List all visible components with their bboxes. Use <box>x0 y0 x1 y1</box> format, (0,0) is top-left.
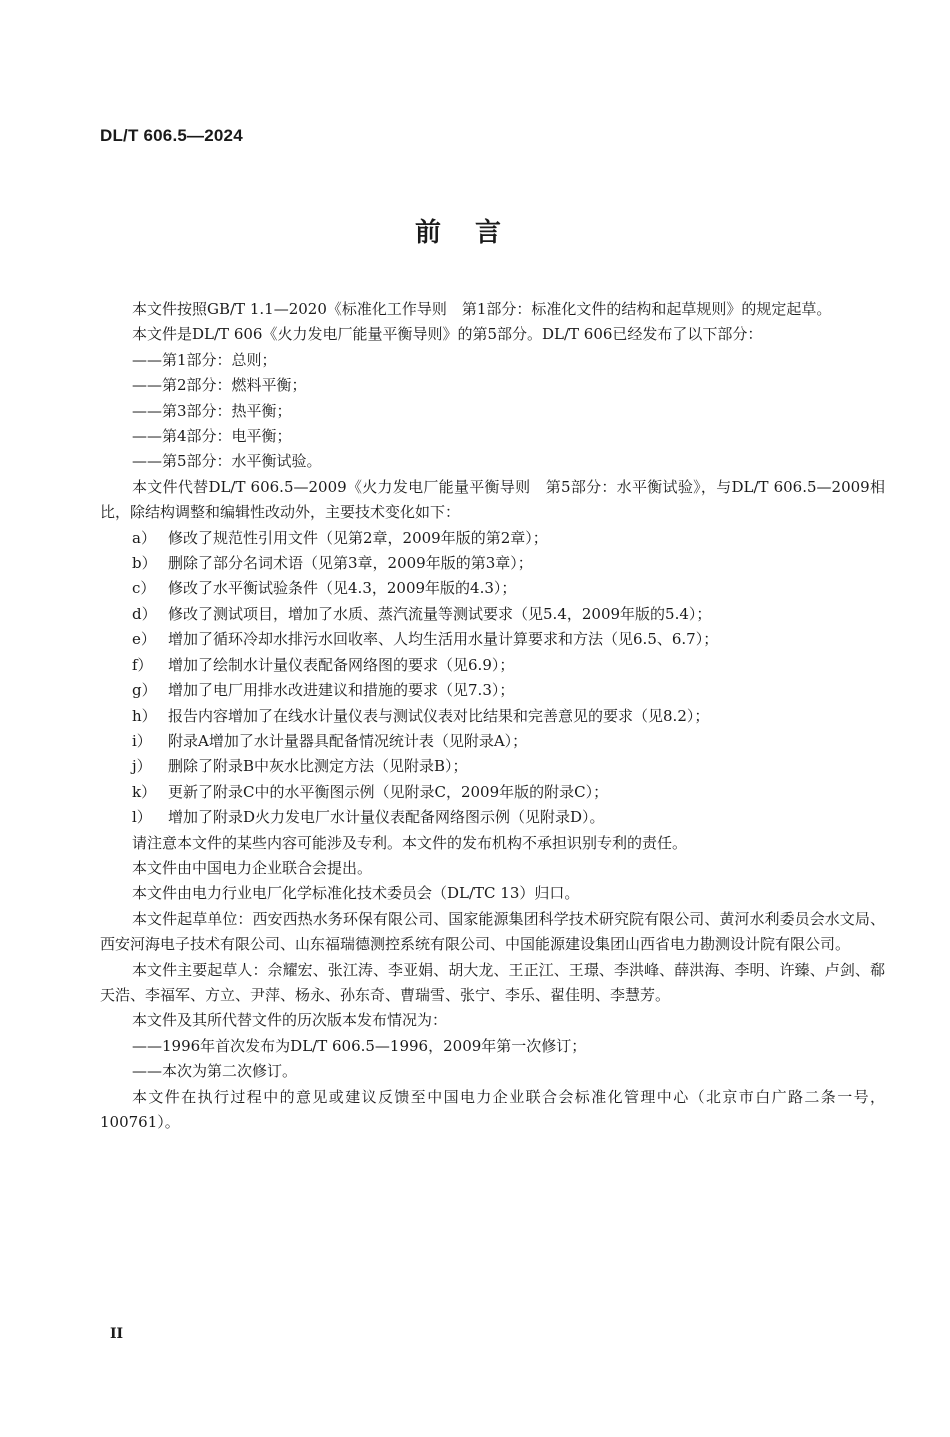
intro-paragraph: 本文件是DL/T 606《火力发电厂能量平衡导则》的第5部分。DL/T 606已经发布了以下部分： <box>132 325 763 344</box>
change-text: 增加了循环冷却水排污水回收率、人均生活用水量计算要求和方法（见6.5、6.7）； <box>168 630 719 649</box>
change-item <box>100 551 885 576</box>
document-id: DL/T 606.5—2024 <box>100 126 243 145</box>
feedback-paragraph: 本文件在执行过程中的意见或建议反馈至中国电力企业联合会标准化管理中心（北京市白广路二条一号，100761）。 <box>100 1087 885 1131</box>
change-text: 增加了电厂用排水改进建议和措施的要求（见7.3）； <box>168 681 515 700</box>
change-marker: a） <box>132 528 156 547</box>
change-text: 删除了部分名词术语（见第3章，2009年版的第3章）； <box>168 554 533 573</box>
part-item: ——第5部分：水平衡试验。 <box>132 452 322 471</box>
history-intro-paragraph: 本文件及其所代替文件的历次版本发布情况为： <box>132 1011 448 1030</box>
page-number: II <box>110 1326 124 1342</box>
change-marker: b） <box>132 554 157 573</box>
change-text: 报告内容增加了在线水计量仪表与测试仪表对比结果和完善意见的要求（见8.2）； <box>168 706 710 725</box>
change-marker: h） <box>132 706 157 725</box>
drafters-paragraph: 本文件主要起草人：佘耀宏、张江涛、李亚娟、胡大龙、王正江、王璟、李洪峰、薛洪海、李明、许臻、卢剑、郗天浩、李福军、方立、尹萍、杨永、孙东奇、曹瑞雪、张宁、李乐、翟佳明、李慧芳。 <box>100 960 885 1004</box>
foreword-body <box>100 297 885 1135</box>
change-item <box>100 704 885 729</box>
change-text: 增加了绘制水计量仪表配备网络图的要求（见6.9）； <box>168 655 515 674</box>
change-item <box>100 729 885 754</box>
change-item <box>100 678 885 703</box>
drafting-units-paragraph: 本文件起草单位：西安西热水务环保有限公司、国家能源集团科学技术研究院有限公司、黄河水利委员会水文局、西安河海电子技术有限公司、山东福瑞德测控系统有限公司、中国能源建设集团山西省电力勘测设计院有限公司。 <box>100 909 885 954</box>
change-marker: i） <box>132 731 152 750</box>
change-marker: f） <box>132 655 153 674</box>
change-item <box>100 754 885 779</box>
change-text: 删除了附录B中灰水比测定方法（见附录B）； <box>168 757 468 776</box>
part-item: ——第4部分：电平衡； <box>132 427 292 446</box>
change-marker: l） <box>132 808 152 827</box>
notice-paragraph: 本文件由电力行业电厂化学标准化技术委员会（DL/TC 13）归口。 <box>132 884 580 903</box>
change-item <box>100 576 885 601</box>
change-marker: e） <box>132 630 156 649</box>
change-item <box>100 526 885 551</box>
change-marker: c） <box>132 579 156 598</box>
change-item <box>100 653 885 678</box>
part-item: ——第3部分：热平衡； <box>132 401 292 420</box>
change-item <box>100 627 885 652</box>
intro-paragraph: 本文件按照GB/T 1.1—2020《标准化工作导则 第1部分：标准化文件的结构和起草规则》的规定起草。 <box>132 300 832 318</box>
change-marker: g） <box>132 681 157 700</box>
change-text: 增加了附录D火力发电厂水计量仪表配备网络图示例（见附录D）。 <box>168 808 605 827</box>
change-item <box>100 602 885 627</box>
part-item: ——第1部分：总则； <box>132 350 277 369</box>
change-text: 修改了水平衡试验条件（见4.3，2009年版的4.3）； <box>168 579 517 598</box>
part-item: ——第2部分：燃料平衡； <box>132 376 307 395</box>
notice-paragraph: 请注意本文件的某些内容可能涉及专利。本文件的发布机构不承担识别专利的责任。 <box>132 833 688 852</box>
change-marker: d） <box>132 604 157 623</box>
history-item: ——1996年首次发布为DL/T 606.5—1996，2009年第一次修订； <box>132 1036 587 1055</box>
page-title: 前言 <box>414 218 535 248</box>
change-item <box>100 805 885 830</box>
change-text: 附录A增加了水计量器具配备情况统计表（见附录A）； <box>168 731 528 750</box>
change-text: 修改了测试项目，增加了水质、蒸汽流量等测试要求（见5.4，2009年版的5.4）； <box>168 604 712 623</box>
notice-paragraph: 本文件由中国电力企业联合会提出。 <box>132 858 373 877</box>
history-item: ——本次为第二次修订。 <box>132 1062 298 1081</box>
change-marker: j） <box>132 757 152 776</box>
change-marker: k） <box>132 782 157 801</box>
change-text: 修改了规范性引用文件（见第2章，2009年版的第2章）； <box>168 528 548 547</box>
change-text: 更新了附录C中的水平衡图示例（见附录C，2009年版的附录C）； <box>168 782 609 801</box>
change-item <box>100 780 885 805</box>
replace-paragraph: 本文件代替DL/T 606.5—2009《火力发电厂能量平衡导则 第5部分：水平衡试验》，与DL/T 606.5—2009相比，除结构调整和编辑性改动外，主要技术变化如下： <box>100 477 885 522</box>
